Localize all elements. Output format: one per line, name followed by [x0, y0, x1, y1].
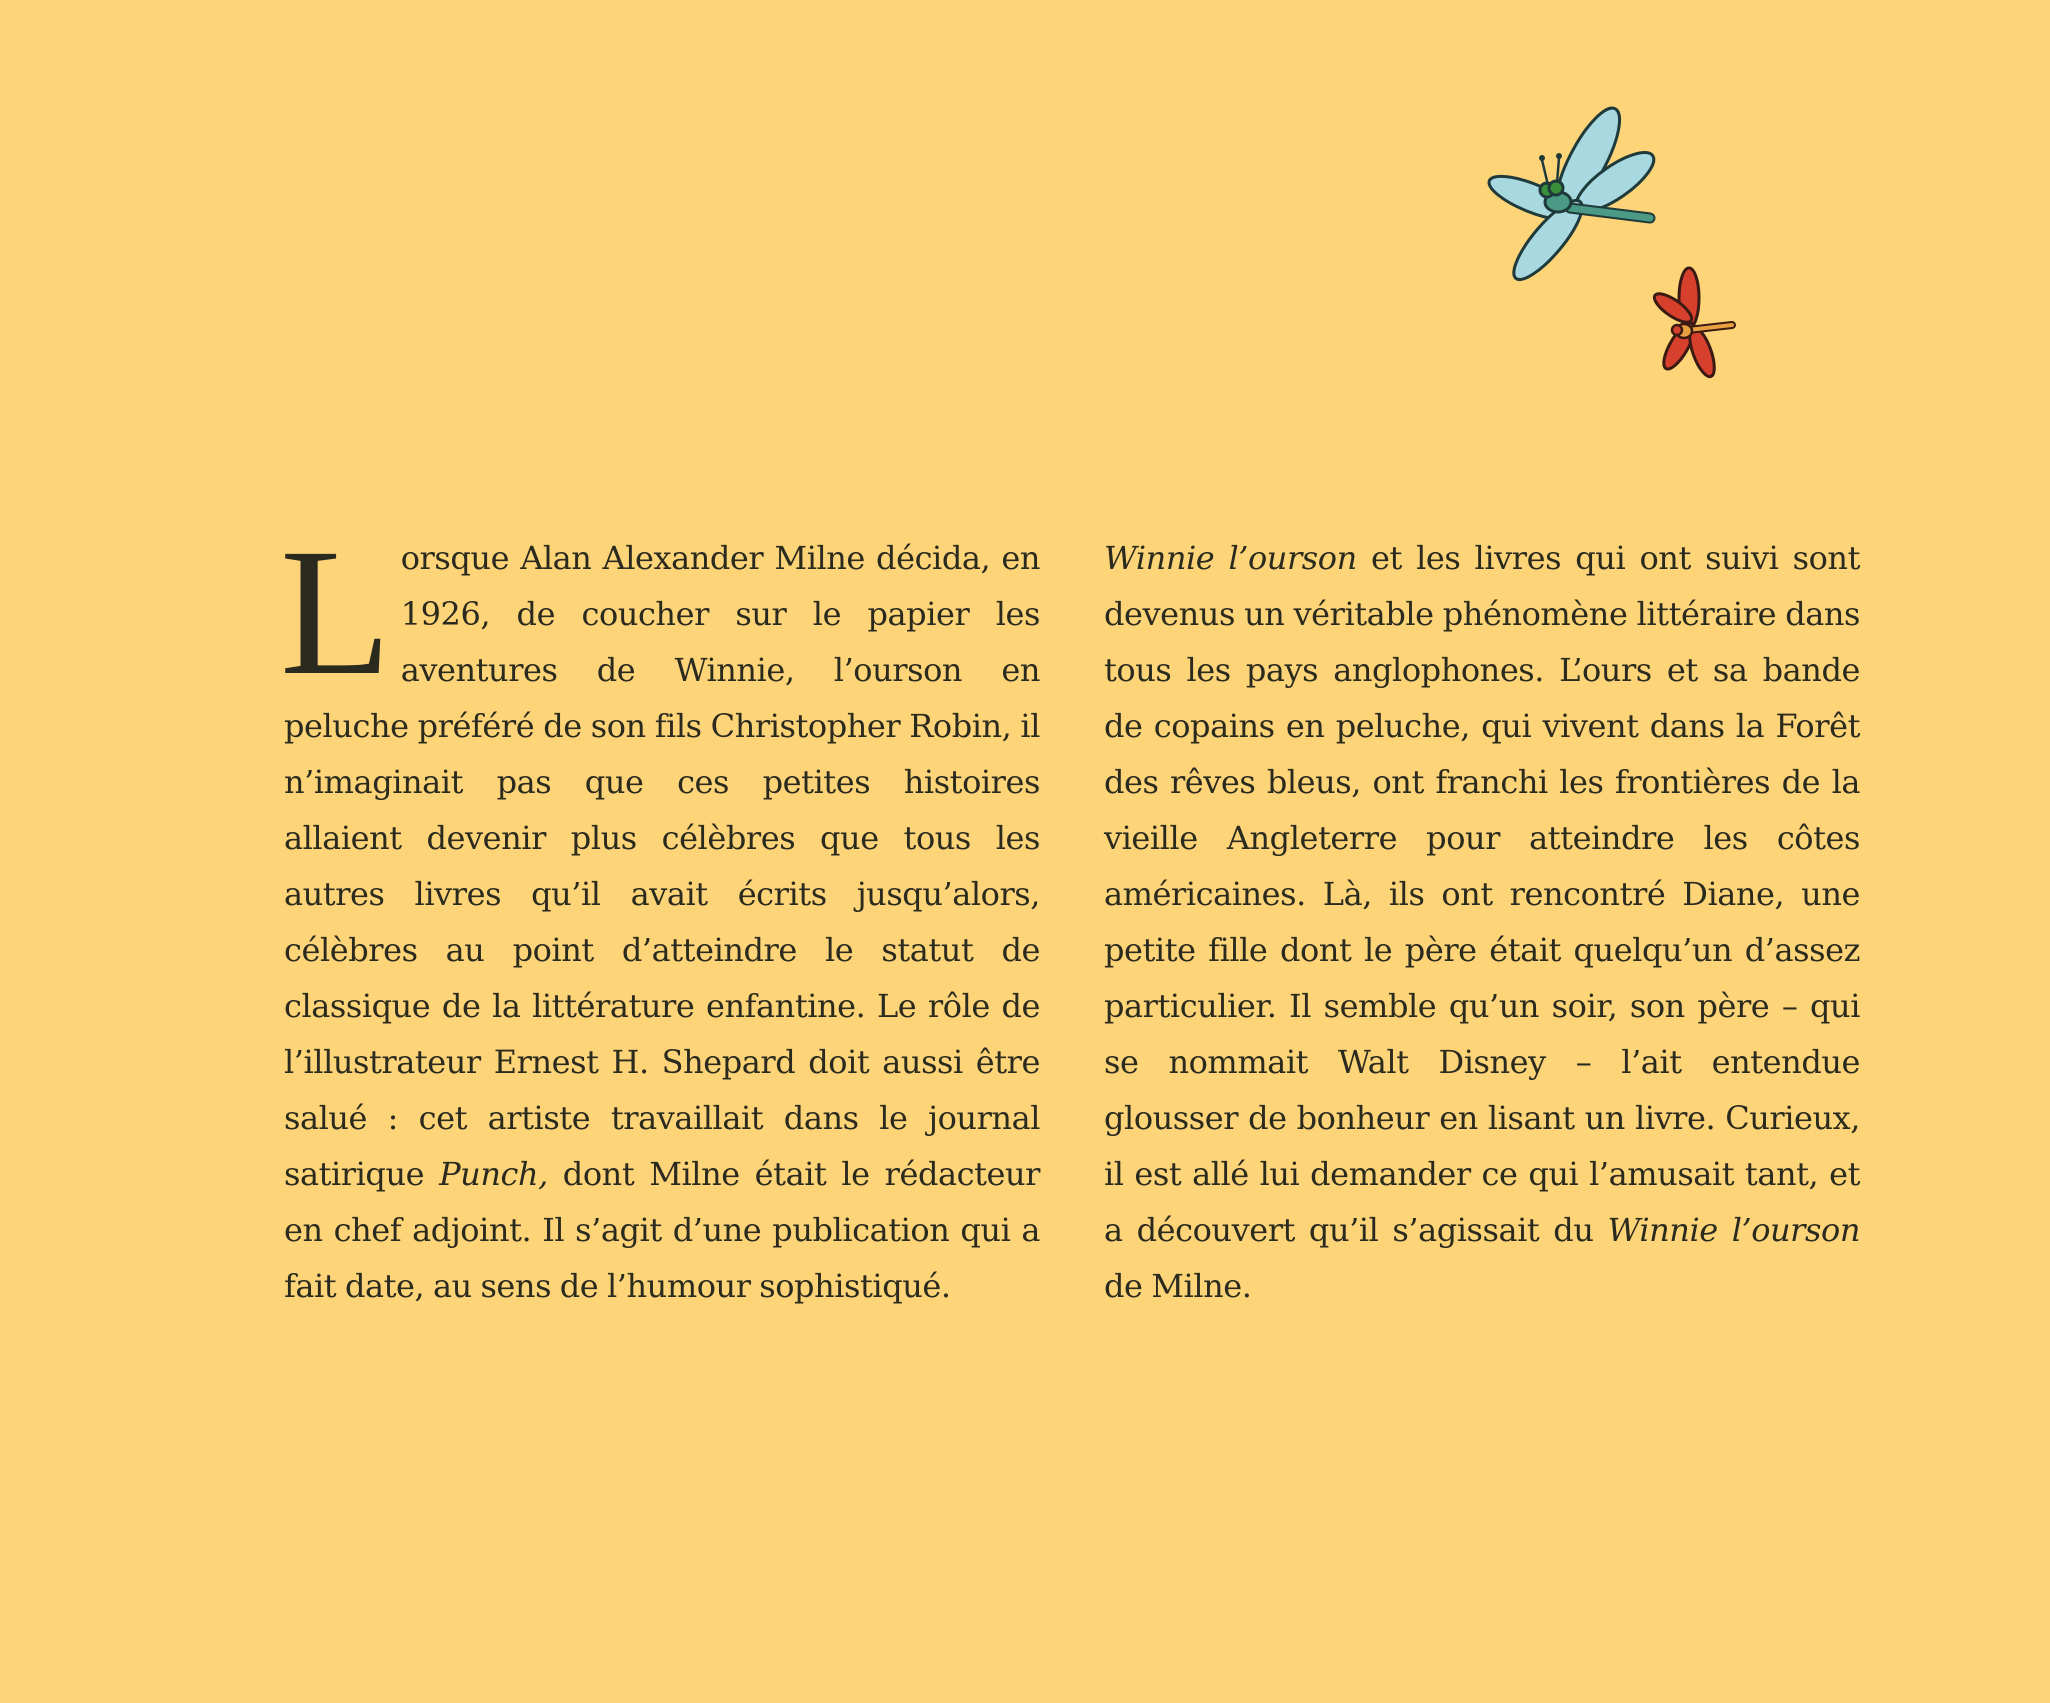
- punch-italic: Punch,: [439, 1155, 548, 1193]
- dragonfly-red-icon: [1650, 268, 1732, 380]
- drop-cap: L: [280, 512, 391, 713]
- winnie-title-italic-2: Winnie l’ourson: [1607, 1211, 1860, 1249]
- left-text-part-2: dont Milne était le rédacteur en chef adjoint. Il s’agit d’une publication qui a fait date, au sens de l’humour sophistiqué.: [284, 1155, 1040, 1305]
- dragonfly-blue-icon: [1484, 100, 1662, 288]
- left-paragraph: [280, 512, 1040, 1314]
- right-text-part-2: de Milne.: [1104, 1267, 1252, 1305]
- winnie-title-italic-1: Winnie l’ourson: [1104, 539, 1357, 577]
- right-paragraph: [1104, 530, 1860, 1314]
- dragonflies-illustration: [1470, 90, 1770, 400]
- right-text-column: [1104, 530, 1860, 1314]
- left-text-part-1: orsque Alan Alexander Milne décida, en 1926, de coucher sur le papier les aventures de Winnie, l’ourson en peluche préféré de son fils Christopher Robin, il n’imaginait pas que ces petites histoires allaient devenir plus célèbres que tous les autres livres qu’il avait écrits jusqu’alors, célèbres au point d’atteindre le statut de classique de la littérature enfantine. Le rôle de l’illustrateur Ernest H. Shepard doit aussi être salué : cet artiste travaillait dans le journal satirique: [284, 539, 1040, 1193]
- right-text-part-1: et les livres qui ont suivi sont devenus un véritable phénomène littéraire dans tous les pays anglophones. L’ours et sa bande de copains en peluche, qui vivent dans la Forêt des rêves bleus, ont franchi les frontières de la vieille Angleterre pour atteindre les côtes américaines. Là, ils ont rencontré Diane, une petite fille dont le père était quelqu’un d’assez particulier. Il semble qu’un soir, son père – qui se nommait Walt Disney – l’ait entendue glousser de bonheur en lisant un livre. Curieux, il est allé lui demander ce qui l’amusait tant, et a découvert qu’il s’agissait du: [1104, 539, 1860, 1249]
- left-text-column: [280, 512, 1040, 1314]
